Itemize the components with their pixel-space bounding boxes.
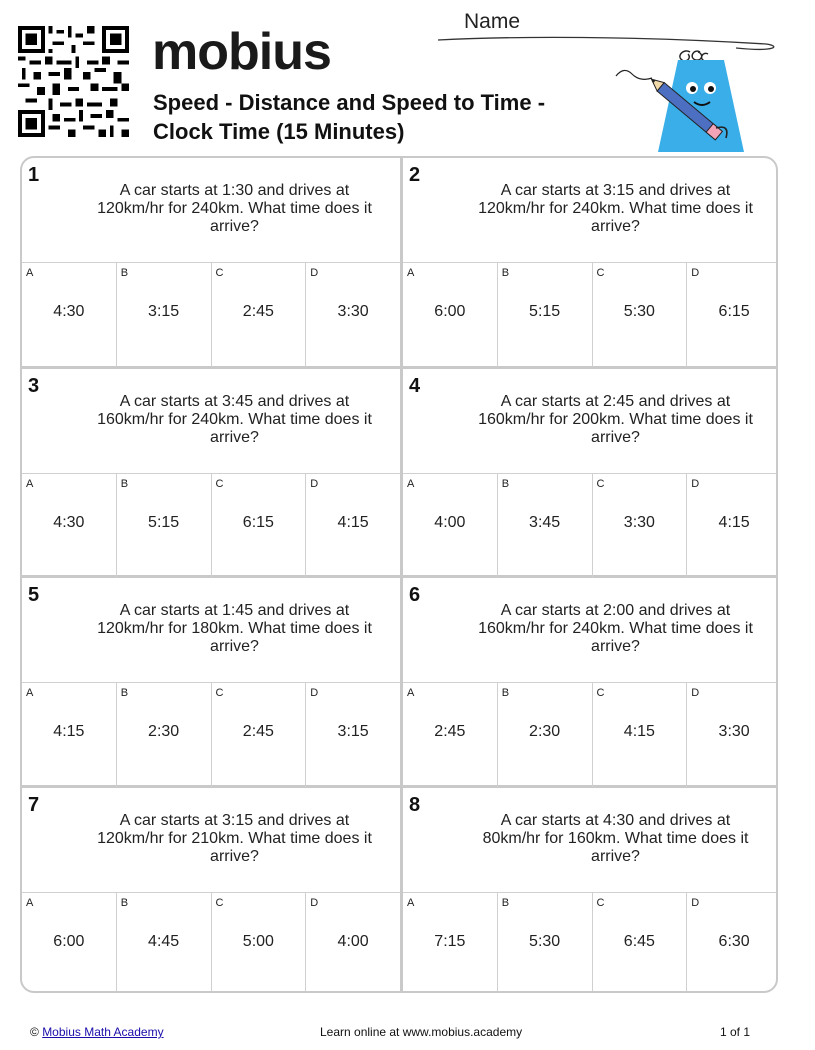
option-letter: B: [120, 478, 129, 490]
question-number: 4: [409, 375, 421, 397]
answer-option[interactable]: [22, 474, 117, 578]
option-value: 4:15: [337, 514, 369, 531]
option-value: 2:45: [242, 303, 274, 320]
question-number: 6: [409, 584, 421, 606]
footer-learn-online: Learn online at www.mobius.academy: [320, 1025, 523, 1039]
option-value: 4:15: [53, 723, 85, 740]
option-letter: A: [26, 897, 34, 909]
option-letter: B: [120, 897, 129, 909]
answer-option[interactable]: [22, 263, 117, 367]
option-value: 5:30: [529, 933, 561, 950]
answer-option[interactable]: [212, 893, 307, 993]
option-letter: B: [501, 478, 510, 490]
question-card: [22, 369, 400, 577]
option-letter: D: [310, 687, 319, 699]
answer-option[interactable]: [498, 893, 593, 993]
option-value: 3:15: [337, 723, 369, 740]
option-letter: B: [501, 687, 510, 699]
option-letter: C: [596, 897, 605, 909]
option-letter: B: [501, 897, 510, 909]
option-value: 2:45: [242, 723, 274, 740]
option-value: 4:30: [53, 514, 85, 531]
option-letter: D: [310, 267, 319, 279]
answer-options: [403, 262, 778, 367]
option-letter: D: [691, 687, 700, 699]
answer-option[interactable]: [212, 263, 307, 367]
answer-option[interactable]: [687, 263, 778, 367]
option-value: 6:30: [718, 933, 750, 950]
option-letter: C: [215, 478, 224, 490]
answer-option[interactable]: [593, 263, 688, 367]
answer-options: [22, 892, 400, 993]
option-value: 4:00: [337, 933, 369, 950]
question-number: 7: [28, 794, 40, 816]
answer-options: [22, 262, 400, 367]
option-value: 3:30: [337, 303, 369, 320]
question-text: A car starts at 3:45 and drives at 160km/hr for 240km. What time does it arrive?: [97, 393, 372, 446]
question-number: 1: [28, 164, 40, 186]
question-card: [22, 158, 400, 366]
question-text: A car starts at 4:30 and drives at 80km/hr for 160km. What time does it arrive?: [482, 812, 749, 865]
option-letter: A: [407, 267, 415, 279]
answer-option[interactable]: [687, 474, 778, 578]
mobius-mascot-icon: [612, 48, 762, 158]
option-value: 3:30: [623, 514, 655, 531]
answer-option[interactable]: [403, 263, 498, 367]
option-letter: B: [120, 267, 129, 279]
answer-option[interactable]: [403, 683, 498, 787]
option-letter: D: [691, 897, 700, 909]
qr-code-icon: [18, 26, 129, 137]
option-letter: D: [691, 478, 700, 490]
answer-option[interactable]: [306, 893, 400, 993]
answer-option[interactable]: [212, 474, 307, 578]
question-text: A car starts at 2:00 and drives at 160km/hr for 240km. What time does it arrive?: [478, 602, 753, 655]
option-value: 5:30: [623, 303, 655, 320]
answer-options: [403, 682, 778, 787]
option-value: 5:00: [242, 933, 274, 950]
copyright-symbol: ©: [30, 1025, 39, 1039]
option-value: 6:15: [718, 303, 750, 320]
option-letter: B: [120, 687, 129, 699]
option-value: 6:00: [434, 303, 466, 320]
answer-option[interactable]: [306, 263, 400, 367]
option-value: 4:30: [53, 303, 85, 320]
option-letter: A: [26, 687, 34, 699]
question-text: A car starts at 3:15 and drives at 120km/hr for 210km. What time does it arrive?: [97, 812, 372, 865]
answer-options: [22, 473, 400, 578]
option-value: 4:15: [623, 723, 655, 740]
option-letter: B: [501, 267, 510, 279]
option-value: 4:15: [718, 514, 750, 531]
question-card: [22, 788, 400, 993]
question-card: [403, 578, 778, 786]
option-value: 3:15: [148, 303, 180, 320]
answer-option[interactable]: [306, 683, 400, 787]
option-value: 4:00: [434, 514, 466, 531]
option-value: 2:30: [529, 723, 561, 740]
option-letter: D: [310, 897, 319, 909]
option-letter: C: [596, 478, 605, 490]
question-number: 8: [409, 794, 421, 816]
answer-option[interactable]: [212, 683, 307, 787]
option-letter: A: [26, 267, 34, 279]
option-letter: A: [407, 687, 415, 699]
answer-option[interactable]: [306, 474, 400, 578]
answer-option[interactable]: [593, 683, 688, 787]
question-text: A car starts at 1:45 and drives at 120km/hr for 180km. What time does it arrive?: [97, 602, 372, 655]
page-title-line-2: Clock Time (15 Minutes): [153, 119, 405, 144]
footer-page-number: 1 of 1: [720, 1025, 751, 1039]
page-title: [153, 88, 545, 146]
option-value: 3:45: [529, 514, 561, 531]
question-number: 5: [28, 584, 40, 606]
option-value: 4:45: [148, 933, 180, 950]
option-letter: D: [310, 478, 319, 490]
answer-option[interactable]: [403, 893, 498, 993]
option-value: 2:45: [434, 723, 466, 740]
question-grid: [20, 156, 778, 993]
answer-option[interactable]: [498, 683, 593, 787]
answer-option[interactable]: [687, 893, 778, 993]
question-text: A car starts at 3:15 and drives at 120km/hr for 240km. What time does it arrive?: [478, 182, 753, 235]
answer-options: [403, 473, 778, 578]
option-letter: C: [215, 687, 224, 699]
option-letter: A: [26, 478, 34, 490]
answer-options: [403, 892, 778, 993]
answer-option[interactable]: [593, 474, 688, 578]
answer-option[interactable]: [22, 683, 117, 787]
answer-option[interactable]: [593, 893, 688, 993]
option-value: 7:15: [434, 933, 466, 950]
footer-academy-link[interactable]: Mobius Math Academy: [42, 1025, 164, 1039]
question-text: A car starts at 2:45 and drives at 160km/hr for 200km. What time does it arrive?: [478, 393, 753, 446]
question-number: 3: [28, 375, 40, 397]
question-card: [403, 369, 778, 577]
answer-options: [22, 682, 400, 787]
option-letter: A: [407, 897, 415, 909]
page-title-line-1: Speed - Distance and Speed to Time -: [153, 90, 546, 115]
question-text: A car starts at 1:30 and drives at 120km/hr for 240km. What time does it arrive?: [97, 182, 372, 235]
option-letter: C: [215, 897, 224, 909]
option-letter: C: [596, 267, 605, 279]
option-letter: A: [407, 478, 415, 490]
option-value: 3:30: [718, 723, 750, 740]
option-value: 6:45: [623, 933, 655, 950]
option-value: 6:15: [242, 514, 274, 531]
answer-option[interactable]: [117, 263, 212, 367]
option-letter: C: [215, 267, 224, 279]
answer-option[interactable]: [687, 683, 778, 787]
answer-option[interactable]: [117, 683, 212, 787]
answer-option[interactable]: [403, 474, 498, 578]
answer-option[interactable]: [498, 474, 593, 578]
option-letter: C: [596, 687, 605, 699]
question-card: [403, 158, 778, 366]
brand-logo: mobius: [152, 23, 331, 81]
answer-option[interactable]: [117, 893, 212, 993]
answer-option[interactable]: [117, 474, 212, 578]
question-number: 2: [409, 164, 421, 186]
option-value: 6:00: [53, 933, 85, 950]
option-value: 5:15: [148, 514, 180, 531]
question-card: [22, 578, 400, 786]
answer-option[interactable]: [498, 263, 593, 367]
option-value: 2:30: [148, 723, 180, 740]
answer-option[interactable]: [22, 893, 117, 993]
footer-copyright: [30, 1025, 164, 1039]
option-value: 5:15: [529, 303, 561, 320]
question-card: [403, 788, 778, 993]
name-label: Name: [464, 10, 521, 33]
option-letter: D: [691, 267, 700, 279]
